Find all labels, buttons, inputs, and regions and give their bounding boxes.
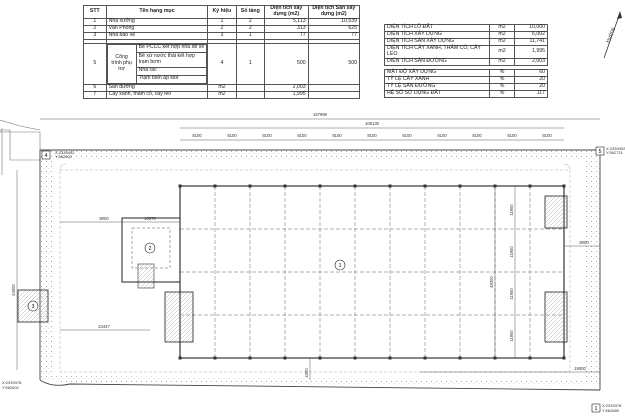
summary-unit: m2 [490, 58, 515, 65]
cell-stt: 3 [84, 32, 107, 39]
ratio-value: 20 [515, 76, 548, 83]
summary-label: DIỆN TÍCH SÂN ĐƯỜNG [385, 58, 490, 65]
header-name: Tên hạng mục [106, 6, 208, 19]
internal-road [60, 170, 570, 372]
summary-value: 2,003 [515, 58, 548, 65]
dim-overall-width: 157999 [313, 112, 327, 117]
main-factory-building [165, 185, 567, 360]
svg-text:1: 1 [594, 406, 598, 412]
cell-name: Cây xanh, thảm cỏ, cây leo [106, 91, 208, 98]
zone-label-1 [335, 260, 345, 270]
dim-bay: 8100 [192, 133, 202, 138]
dim-right-height: 11900 [509, 330, 514, 342]
green-strip-top [40, 150, 600, 161]
north-label: Hướng [605, 26, 617, 44]
summary-value: 10,000 [515, 25, 548, 32]
dim-office-width: 10270 [144, 216, 156, 221]
dim-left-road: 23447 [98, 324, 110, 329]
coord-y: Y:562602 [55, 154, 72, 159]
summary-label: DIỆN TÍCH SÀN XÂY DỰNG [385, 38, 490, 45]
ratio-label: HỆ SỐ SỬ DỤNG ĐẤT [385, 90, 490, 97]
cell-floors: 2 [236, 18, 264, 25]
coord-x: X:2339378 [2, 380, 22, 385]
stair-core-right-top [545, 196, 567, 228]
coord-x: X:2339378 [602, 403, 622, 408]
cell-stt: 6 [84, 84, 107, 91]
stair-core-left [165, 292, 193, 342]
summary-unit: m2 [490, 38, 515, 45]
neighbor-structure [0, 130, 40, 160]
dim-setback-bottom: 4300 [304, 368, 309, 378]
dim-building-width: 106130 [365, 121, 379, 126]
dim-right-height: 11900 [509, 288, 514, 300]
cell-name: Nhà bảo vệ [106, 32, 208, 39]
ratio-label: MẬT ĐỘ XÂY DỰNG [385, 69, 490, 76]
cell-floor-area: 77 [308, 32, 359, 39]
cell-build-area: 313 [264, 25, 308, 32]
svg-text:5: 5 [598, 149, 602, 155]
cell-symbol: 3 [208, 32, 236, 39]
point-right-top [596, 146, 625, 155]
dim-bay: 8100 [367, 133, 377, 138]
dim-setback-right: 8000 [579, 240, 589, 245]
zone-label-2 [145, 243, 155, 253]
header-floors: Số tầng [236, 6, 264, 19]
cell-floors: 1 [236, 32, 264, 39]
aux-group-label: Công trình phụ trợ [107, 44, 136, 83]
cell-name: Văn Phòng [106, 25, 208, 32]
coord-y: Y:562721 [606, 150, 623, 155]
cell-floor-area: 10,539 [308, 18, 359, 25]
stair-core-right [545, 292, 567, 342]
cell-symbol: 4 [208, 43, 236, 84]
coord-x: X:2339492 [606, 146, 625, 151]
dim-bay: 8100 [332, 133, 342, 138]
cell-name: Nhà xưởng [106, 18, 208, 25]
point-left-bottom [2, 380, 22, 390]
cell-symbol: m2 [208, 91, 236, 98]
dim-bottom-road: 19000 [574, 366, 586, 371]
cell-build-area: 77 [264, 32, 308, 39]
summary-label: DIỆN TÍCH XÂY DỰNG [385, 31, 490, 38]
cell-symbol: 2 [208, 25, 236, 32]
summary-unit: m2 [490, 31, 515, 38]
cell-floors: 2 [236, 25, 264, 32]
cell-name: Sân đường [106, 84, 208, 91]
cell-stt: 2 [84, 25, 107, 32]
summary-unit: m2 [490, 45, 515, 58]
cell-floor-area: 500 [308, 43, 359, 84]
dim-right-height: 11900 [509, 246, 514, 258]
header-symbol: Ký hiệu [208, 6, 236, 19]
svg-text:2: 2 [148, 246, 152, 252]
dim-office-offset: 9000 [99, 216, 109, 221]
coord-y: Y:562689 [602, 408, 619, 413]
summary-unit: m2 [490, 25, 515, 32]
summary-value: 1,995 [515, 45, 548, 58]
cell-stt: 1 [84, 18, 107, 25]
point-right-bottom [592, 403, 622, 413]
dim-bay: 8100 [507, 133, 517, 138]
cell-build-area: 1,995 [264, 91, 308, 98]
dim-bay: 8100 [472, 133, 482, 138]
dim-bay: 8100 [542, 133, 552, 138]
zone-label-3 [28, 301, 38, 311]
dim-bay: 8100 [227, 133, 237, 138]
summary-value: 6,002 [515, 31, 548, 38]
dim-building-depth: 48200 [489, 276, 494, 288]
ratio-unit: % [490, 69, 515, 76]
header-floor-area: Diện tích Sàn xây dựng (m2) [308, 6, 359, 19]
header-stt: STT [84, 6, 107, 19]
ratio-unit: % [490, 76, 515, 83]
aux-item: Bể xử nước thải kết hợp trạm bơm [136, 52, 207, 67]
dim-bay: 8100 [262, 133, 272, 138]
cell-build-area: 5,113 [264, 18, 308, 25]
cell-floors: 1 [236, 43, 264, 84]
summary-label: DIỆN TÍCH CÂY XANH, THẢM CỎ, CÂY LEO [385, 45, 490, 58]
dim-bay: 8100 [437, 133, 447, 138]
cell-build-area: 2,003 [264, 84, 308, 91]
svg-text:1: 1 [338, 263, 342, 269]
dim-bay: 8100 [402, 133, 412, 138]
ratio-value: 60 [515, 69, 548, 76]
aux-item: Nhà rác [136, 67, 207, 75]
cell-build-area: 500 [264, 43, 308, 84]
ratio-unit: % [490, 90, 515, 97]
summary-label: DIỆN TÍCH LÔ ĐẤT [385, 25, 490, 32]
ratio-unit: % [490, 83, 515, 90]
green-strip-right [586, 161, 600, 386]
dim-right-height: 11900 [509, 204, 514, 216]
cell-stt: 7 [84, 91, 107, 98]
aux-item: Bể PCCC kết hợp nhà để xe [136, 44, 207, 52]
dim-left-height: 43000 [11, 284, 16, 296]
cell-floor-area: 625 [308, 25, 359, 32]
dim-bay: 8100 [297, 133, 307, 138]
ratio-label: TỶ LỆ SÂN ĐƯỜNG [385, 83, 490, 90]
point-left-top [42, 150, 75, 159]
cell-stt: 5 [84, 43, 107, 84]
green-strip-left [40, 161, 54, 380]
ratio-value: 117 [515, 90, 548, 97]
coord-y: Y:562602 [2, 385, 19, 390]
cell-symbol: m2 [208, 84, 236, 91]
coord-x: X:2339492 [55, 150, 75, 155]
svg-text:3: 3 [31, 304, 35, 310]
svg-text:4: 4 [44, 153, 48, 159]
header-build-area: Diện tích xây dựng (m2) [264, 6, 308, 19]
cell-symbol: 1 [208, 18, 236, 25]
summary-value: 11,741 [515, 38, 548, 45]
ratio-label: TỶ LỆ CÂY XANH [385, 76, 490, 83]
aux-item: Trạm biến áp kiot [136, 75, 207, 83]
ratio-value: 20 [515, 83, 548, 90]
